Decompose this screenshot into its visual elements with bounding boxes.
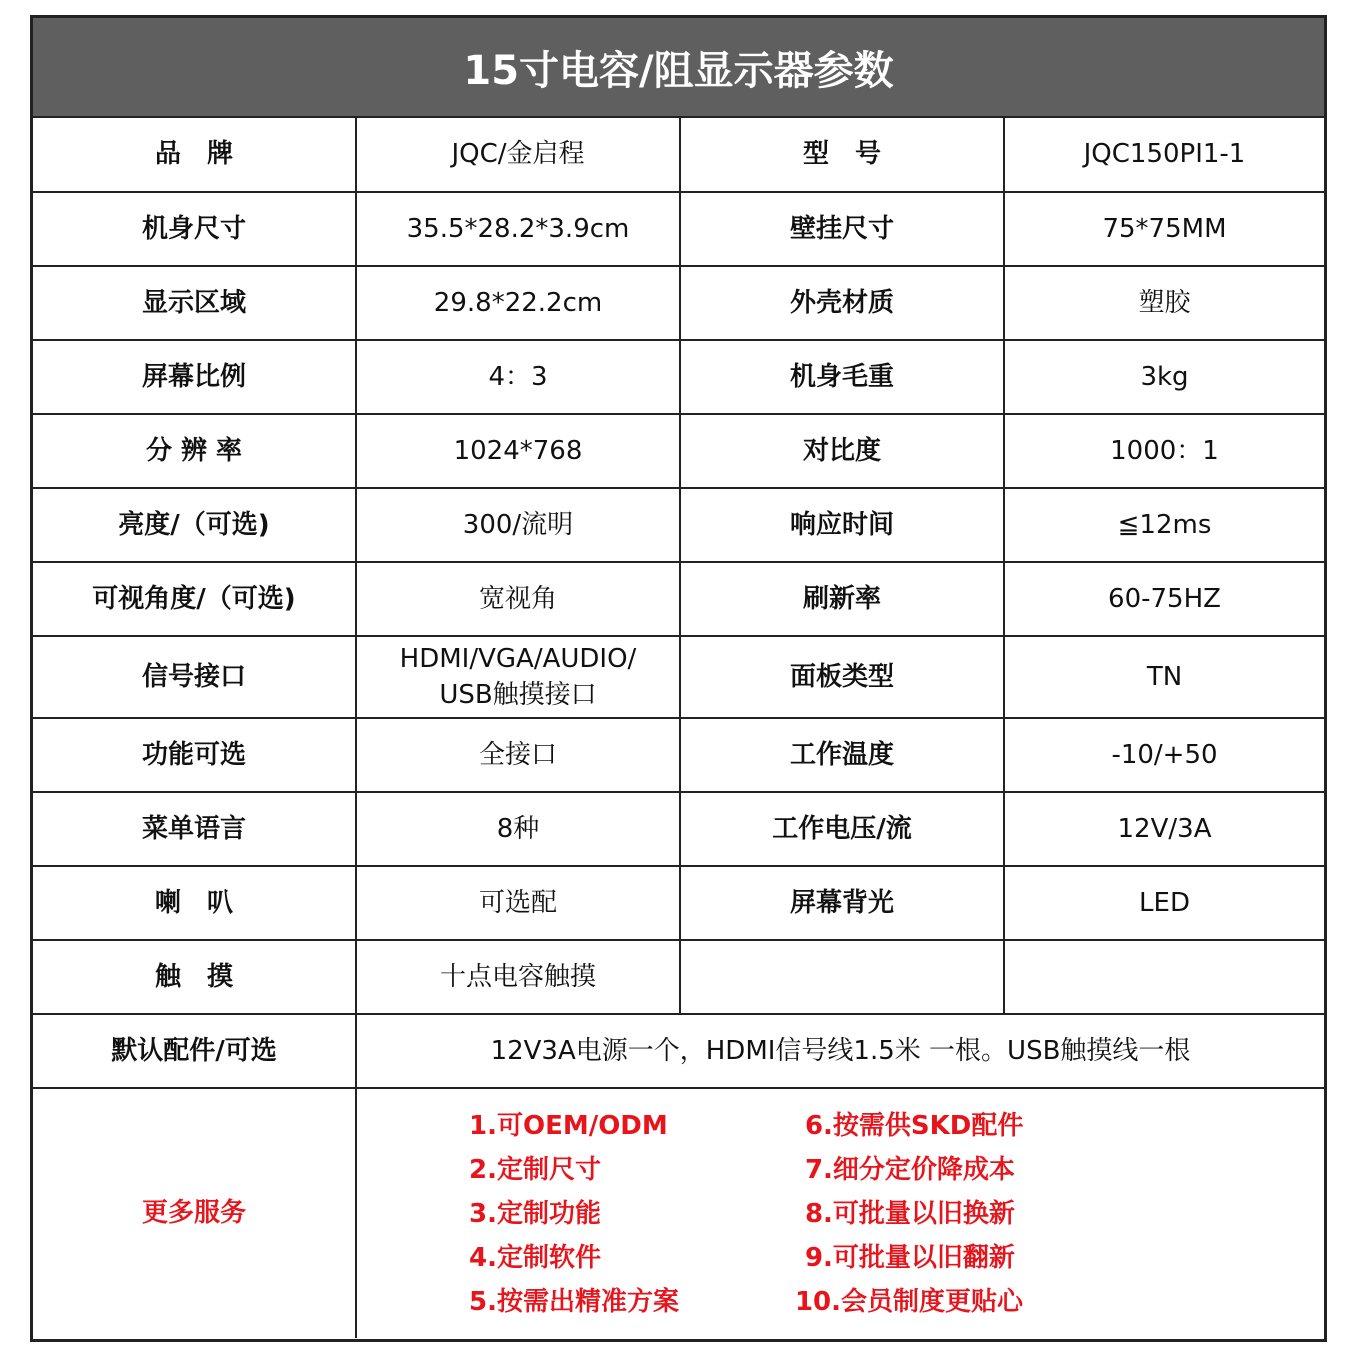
spec-value: -10/+50 bbox=[1004, 718, 1324, 792]
spec-label: 信号接口 bbox=[33, 636, 356, 718]
spec-value: 十点电容触摸 bbox=[356, 940, 680, 1014]
spec-label: 喇 叭 bbox=[33, 866, 356, 940]
services-cell bbox=[356, 1088, 1324, 1338]
spec-value: 可选配 bbox=[356, 866, 680, 940]
table-row bbox=[33, 488, 1324, 562]
service-item: 1.可OEM/ODM bbox=[469, 1110, 668, 1141]
spec-label: 菜单语言 bbox=[33, 792, 356, 866]
spec-value bbox=[1004, 940, 1324, 1014]
spec-value: TN bbox=[1004, 636, 1324, 718]
table-row bbox=[33, 718, 1324, 792]
spec-value: 1000：1 bbox=[1004, 414, 1324, 488]
spec-value: 75*75MM bbox=[1004, 192, 1324, 266]
service-item: 8.可批量以旧换新 bbox=[804, 1198, 1015, 1229]
spec-value: 4：3 bbox=[356, 340, 680, 414]
services-column-left bbox=[469, 1104, 679, 1324]
spec-value: 全接口 bbox=[356, 718, 680, 792]
service-item: 3.定制功能 bbox=[469, 1198, 601, 1229]
spec-value: 宽视角 bbox=[356, 562, 680, 636]
spec-value: ≦12ms bbox=[1004, 488, 1324, 562]
service-item: 7.细分定价降成本 bbox=[804, 1154, 1015, 1185]
table-row bbox=[33, 792, 1324, 866]
spec-label: 屏幕比例 bbox=[33, 340, 356, 414]
table-row bbox=[33, 414, 1324, 488]
page-title: 15寸电容/阻显示器参数 bbox=[33, 18, 1324, 118]
services-column-right bbox=[794, 1104, 1024, 1324]
spec-value: 1024*768 bbox=[356, 414, 680, 488]
spec-label: 功能可选 bbox=[33, 718, 356, 792]
accessories-value: 12V3A电源一个，HDMI信号线1.5米 一根。USB触摸线一根 bbox=[356, 1014, 1324, 1088]
spec-label: 显示区域 bbox=[33, 266, 356, 340]
service-item: 10.会员制度更贴心 bbox=[794, 1286, 1024, 1317]
table-row bbox=[33, 636, 1324, 718]
spec-table bbox=[33, 118, 1324, 1338]
table-row bbox=[33, 1014, 1324, 1088]
spec-value-line: USB触摸接口 bbox=[439, 680, 597, 710]
spec-label: 型 号 bbox=[680, 118, 1004, 192]
table-row bbox=[33, 940, 1324, 1014]
spec-label: 屏幕背光 bbox=[680, 866, 1004, 940]
service-item: 5.按需出精准方案 bbox=[469, 1286, 679, 1317]
spec-label: 刷新率 bbox=[680, 562, 1004, 636]
spec-value: 60-75HZ bbox=[1004, 562, 1324, 636]
spec-label: 对比度 bbox=[680, 414, 1004, 488]
spec-value: 3kg bbox=[1004, 340, 1324, 414]
spec-value-line: HDMI/VGA/AUDIO/ bbox=[399, 643, 637, 674]
services-label: 更多服务 bbox=[33, 1088, 356, 1338]
table-row bbox=[33, 562, 1324, 636]
spec-value bbox=[356, 636, 680, 718]
table-row bbox=[33, 1088, 1324, 1338]
spec-label: 机身尺寸 bbox=[33, 192, 356, 266]
spec-value: 29.8*22.2cm bbox=[356, 266, 680, 340]
spec-sheet bbox=[30, 15, 1327, 1342]
spec-value: JQC/金启程 bbox=[356, 118, 680, 192]
service-item: 6.按需供SKD配件 bbox=[804, 1110, 1024, 1141]
table-row bbox=[33, 192, 1324, 266]
spec-value: 35.5*28.2*3.9cm bbox=[356, 192, 680, 266]
service-item: 9.可批量以旧翻新 bbox=[804, 1242, 1015, 1273]
spec-value: 8种 bbox=[356, 792, 680, 866]
table-row bbox=[33, 340, 1324, 414]
spec-label: 响应时间 bbox=[680, 488, 1004, 562]
services-list bbox=[357, 1104, 1324, 1324]
accessories-label: 默认配件/可选 bbox=[33, 1014, 356, 1088]
spec-label: 可视角度/（可选) bbox=[33, 562, 356, 636]
spec-value: LED bbox=[1004, 866, 1324, 940]
spec-label bbox=[680, 940, 1004, 1014]
spec-label: 机身毛重 bbox=[680, 340, 1004, 414]
table-row bbox=[33, 866, 1324, 940]
table-row bbox=[33, 118, 1324, 192]
service-item: 4.定制软件 bbox=[469, 1242, 601, 1273]
spec-label: 外壳材质 bbox=[680, 266, 1004, 340]
spec-label: 亮度/（可选) bbox=[33, 488, 356, 562]
spec-value: 塑胶 bbox=[1004, 266, 1324, 340]
service-item: 2.定制尺寸 bbox=[469, 1154, 601, 1185]
spec-label: 品 牌 bbox=[33, 118, 356, 192]
spec-label: 壁挂尺寸 bbox=[680, 192, 1004, 266]
spec-label: 分 辨 率 bbox=[33, 414, 356, 488]
table-row bbox=[33, 266, 1324, 340]
spec-label: 工作电压/流 bbox=[680, 792, 1004, 866]
spec-label: 工作温度 bbox=[680, 718, 1004, 792]
spec-value: 12V/3A bbox=[1004, 792, 1324, 866]
spec-label: 触 摸 bbox=[33, 940, 356, 1014]
spec-value: 300/流明 bbox=[356, 488, 680, 562]
spec-value: JQC150PI1-1 bbox=[1004, 118, 1324, 192]
spec-label: 面板类型 bbox=[680, 636, 1004, 718]
